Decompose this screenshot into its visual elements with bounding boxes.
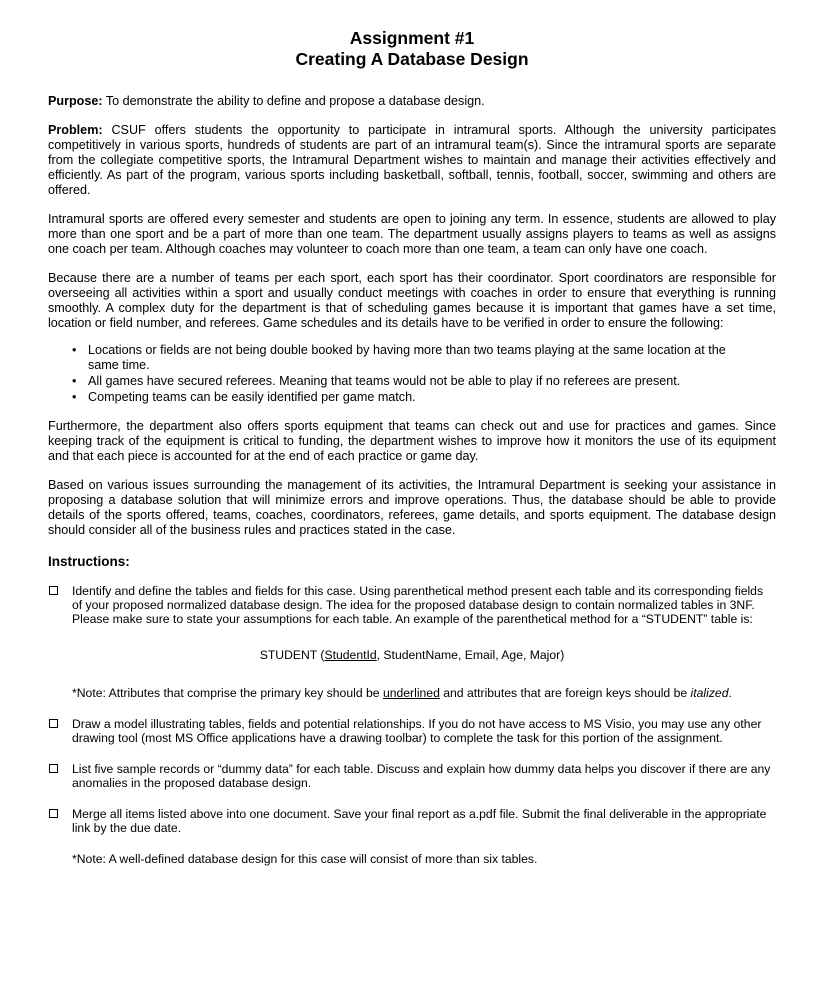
primary-key-example: StudentId (324, 648, 377, 662)
list-item: • Locations or fields are not being double booked by having more than two teams playing at the same location at the same time. (88, 343, 776, 373)
paragraph-equipment: Furthermore, the department also offers sports equipment that teams can check out and use for practices and games. Since keeping track of the equipment is critical to funding, the department wishes to improve how it monitors the use of its equipment and that each piece is accounted for at the end of each practice or game day. (48, 419, 776, 463)
list-item: • All games have secured referees. Meaning that teams would not be able to play if no referees are present. (88, 374, 776, 389)
note-table-count: *Note: A well-defined database design for this case will consist of more than six tables. (72, 852, 538, 866)
paragraph-intramural: Intramural sports are offered every semester and students are open to joining any term. In essence, students are allowed to play more than one sport and be a part of more than one team. The department usually assigns players to teams as well as assigns one coach per team. Although coaches may volunteer to coach more than one team, a team can only have one coach. (48, 212, 776, 256)
task-text: Draw a model illustrating tables, fields and potential relationships. If you do not have access to MS Visio, you may use any other drawing tool (most MS Office applications have a drawing toolbar) to complete the task for this portion of the assignment. (72, 717, 762, 745)
task-sample-records (48, 762, 776, 790)
task-text: List five sample records or “dummy data” for each table. Discuss and explain how dummy data helps you discover if there are any anomalies in the proposed database design. (72, 762, 771, 790)
problem-text: CSUF offers students the opportunity to participate in intramural sports. Although the university participates competitively in various sports, hundreds of students are part of an intramural team(s). Since the intramural sports are separate from the collegiate competitive sports, the Intramural Department wishes to maintain and manage their activities effectively and efficiently. As part of the program, various sports including basketball, softball, tennis, football, soccer, swimming and others are offered. (48, 123, 776, 197)
problem-paragraph (48, 123, 776, 198)
task-draw-model (48, 717, 776, 745)
task-identify-tables (48, 584, 776, 626)
purpose-text: To demonstrate the ability to define and propose a database design. (102, 94, 485, 108)
instructions-heading: Instructions: (48, 554, 130, 569)
task-text: Merge all items listed above into one document. Save your final report as a.pdf file. Submit the final deliverable in the appropriate link by the due date. (72, 807, 767, 835)
requirements-list (48, 343, 776, 405)
paragraph-database-solution: Based on various issues surrounding the management of its activities, the Intramural Department is seeking your assistance in proposing a database solution that will minimize errors and improve operations. Thus, the database should be able to provide details of the sports offered, teams, coaches, coordinators, referees, game details, and sports equipment. The database design should consider all of the business rules and practices stated in the case. (48, 478, 776, 537)
paragraph-coordinators: Because there are a number of teams per each sport, each sport has their coordinator. Sport coordinators are responsible for overseeing all activities within a sport and usually conduct meetings with coaches in order to ensure that everything is running smoothly. A complex duty for the department is that of scheduling games because it is important that games have a set time, location or field number, and referees. Game schedules and its details have to be verified in order to ensure the following: (48, 271, 776, 330)
task-checkbox[interactable] (49, 764, 58, 773)
purpose-paragraph (48, 94, 776, 109)
note-keys: *Note: Attributes that comprise the primary key should be underlined and attributes that are foreign keys should be italized. (72, 686, 732, 700)
task-merge-items (48, 807, 776, 835)
assignment-page (48, 28, 776, 866)
purpose-label: Purpose: (48, 94, 103, 108)
title-line-2: Creating A Database Design (295, 49, 529, 69)
student-example: STUDENT (StudentId, StudentName, Email, Age, Major) (259, 648, 565, 662)
title-line-1: Assignment #1 (349, 28, 475, 48)
problem-label: Problem: (48, 123, 103, 137)
task-checkbox[interactable] (49, 719, 58, 728)
task-checkbox[interactable] (49, 586, 58, 595)
list-item: • Competing teams can be easily identified per game match. (88, 390, 776, 405)
task-checkbox[interactable] (49, 809, 58, 818)
task-text: Identify and define the tables and fields for this case. Using parenthetical method present each table and its corresponding fields of your proposed normalized database design. The idea for the proposed database design to contain normalized tables in 3NF. Please make sure to state your assumptions for each table. An example of the parenthetical method for a “STUDENT” table is: (72, 584, 764, 626)
